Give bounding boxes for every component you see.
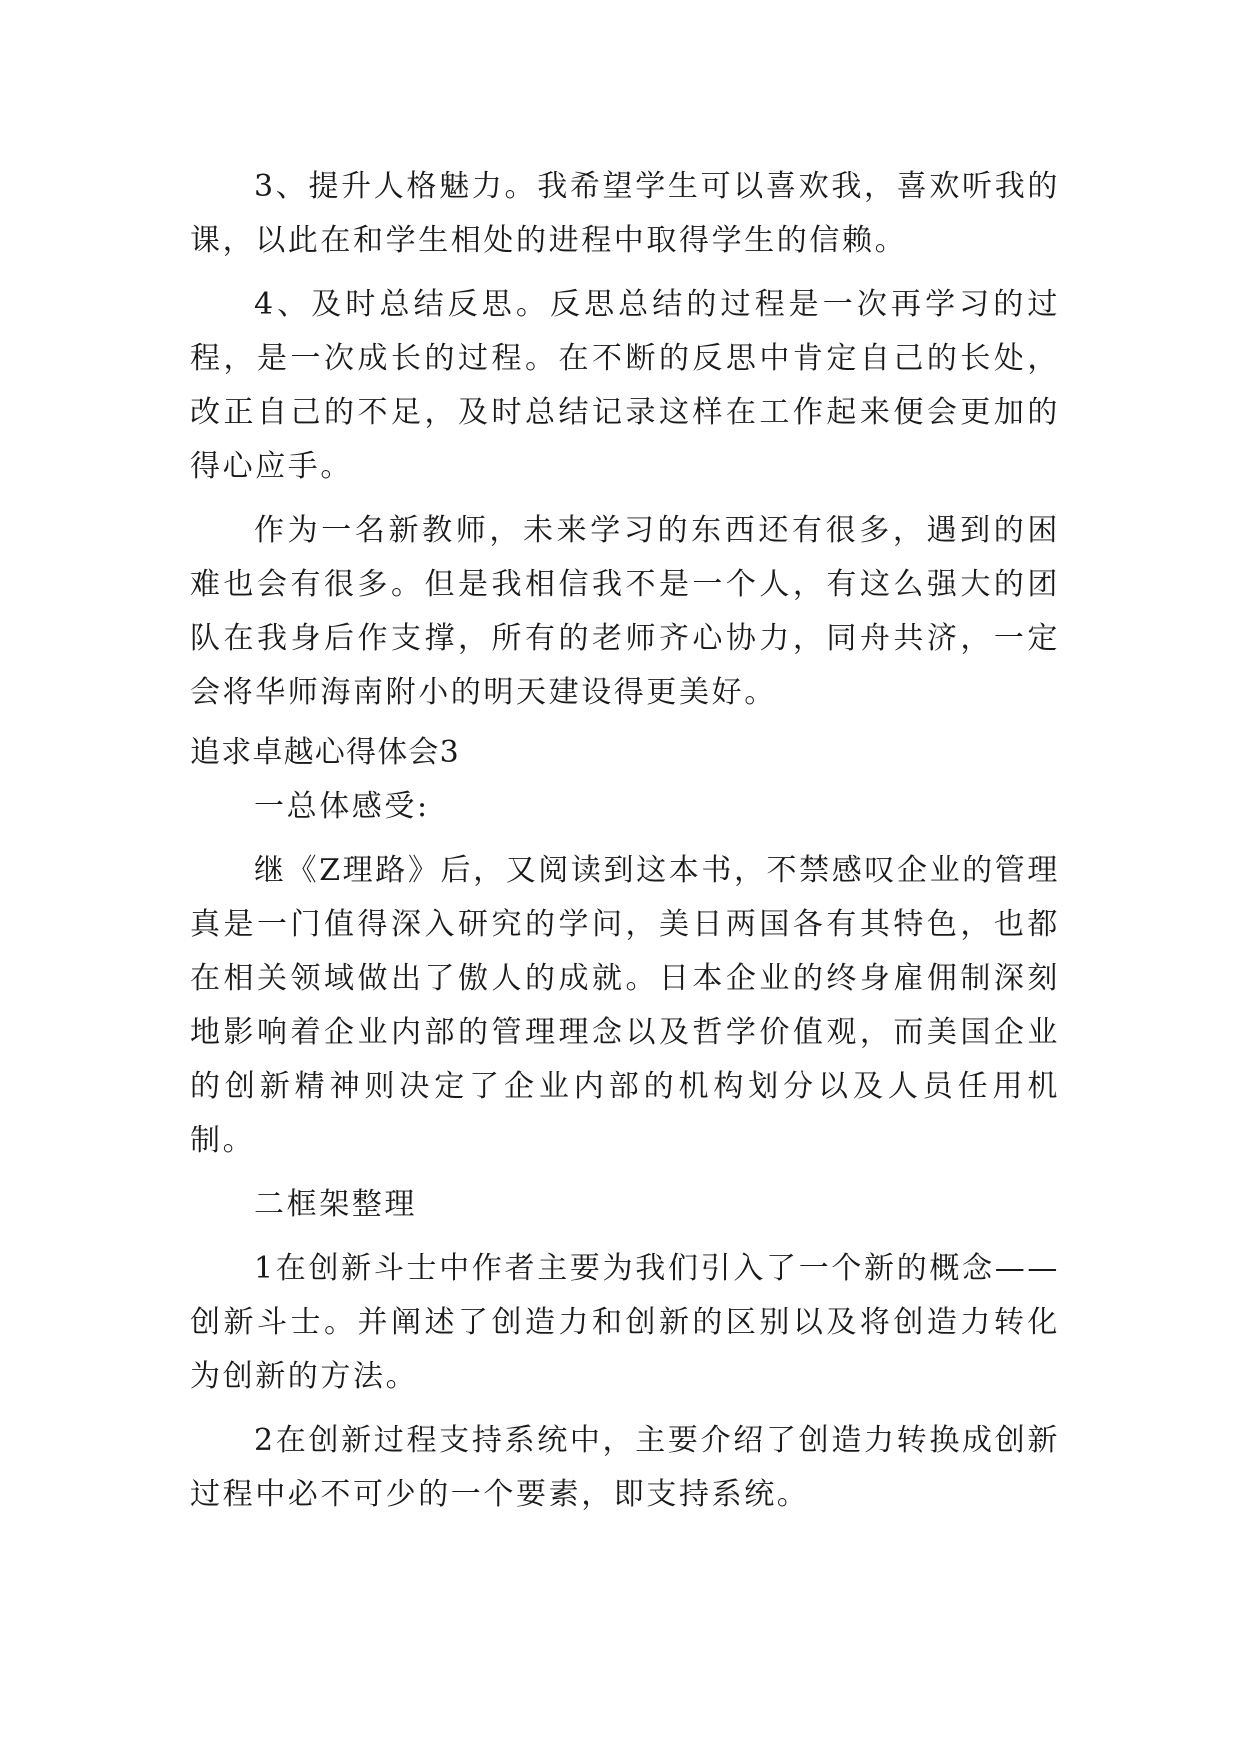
paragraph-support-system: 2在创新过程支持系统中，主要介绍了创造力转换成创新过程中必不可少的一个要素，即支持系统。 [190,1423,1060,1512]
subheading-overall-feeling: 一总体感受: [254,789,430,824]
paragraph-new-teacher: 作为一名新教师，未来学习的东西还有很多，遇到的困难也会有很多。但是我相信我不是一个人，有这么强大的团队在我身后作支撑，所有的老师齐心协力，同舟共济，一定会将华师海南附小的明天建设得更美好。 [190,513,1060,710]
paragraph-innovation-warrior: 1在创新斗士中作者主要为我们引入了一个新的概念——创新斗士。并阐述了创造力和创新的区别以及将创造力转化为创新的方法。 [190,1251,1060,1394]
paragraph-4-reflection: 4、及时总结反思。反思总结的过程是一次再学习的过程，是一次成长的过程。在不断的反思中肯定自己的长处，改正自己的不足，及时总结记录这样在工作起来便会更加的得心应手。 [190,287,1060,484]
document-body [190,160,1060,1522]
section-heading: 追求卓越心得体会3 [190,735,460,770]
paragraph-book-review: 继《Z理路》后，又阅读到这本书，不禁感叹企业的管理真是一门值得深入研究的学问，美日两国各有其特色，也都在相关领域做出了傲人的成就。日本企业的终身雇佣制深刻地影响着企业内部的管理理念以及哲学价值观，而美国企业的创新精神则决定了企业内部的机构划分以及人员任用机制。 [190,853,1061,1158]
paragraph-3-charisma: 3、提升人格魅力。我希望学生可以喜欢我，喜欢听我的课，以此在和学生相处的进程中取得学生的信赖。 [190,169,1060,258]
subheading-framework: 二框架整理 [254,1187,417,1222]
